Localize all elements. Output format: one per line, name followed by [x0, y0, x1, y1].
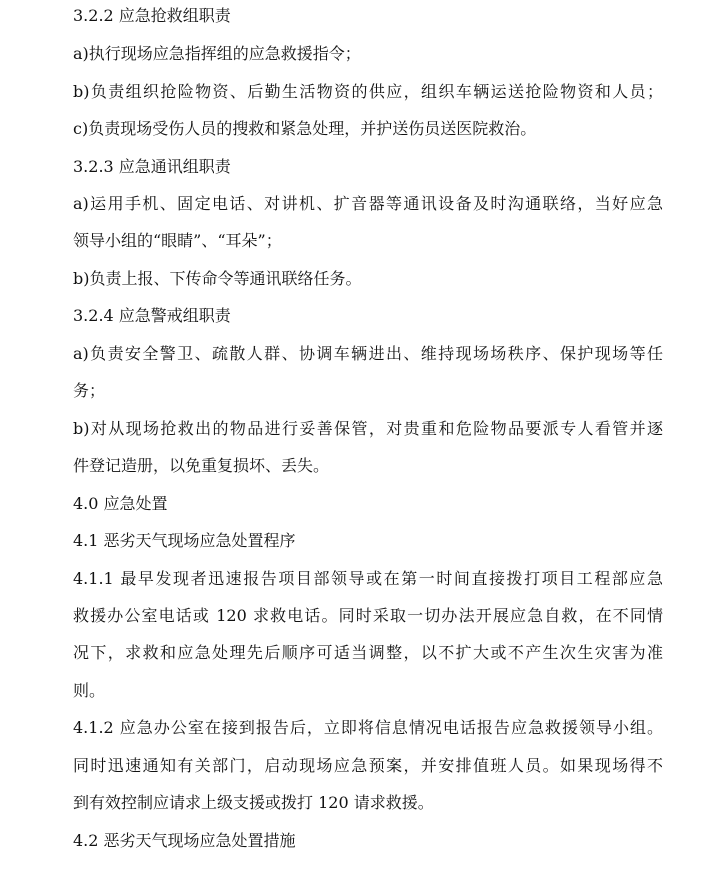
heading-3-2-2: 3.2.2 应急抢救组职责	[73, 6, 231, 25]
text-line: 领导小组的“眼睛”、“耳朵”；	[73, 231, 282, 250]
text-line: a)运用手机、固定电话、对讲机、扩音器等通讯设备及时沟通联络，当好应急	[73, 194, 663, 213]
text-line: 4.1.1 最早发现者迅速报告项目部领导或在第一时间直接拨打项目工程部应急	[73, 569, 663, 588]
text-line: 救援办公室电话或 120 求救电话。同时采取一切办法开展应急自救，在不同情	[73, 606, 663, 625]
text-line: c)负责现场受伤人员的搜救和紧急处理，并护送伤员送医院救治。	[73, 119, 537, 138]
text-line: 件登记造册，以免重复损坏、丢失。	[73, 456, 330, 475]
text-line: 况下，求救和应急处理先后顺序可适当调整，以不扩大或不产生次生灾害为准	[73, 643, 663, 662]
text-line: 则。	[73, 681, 106, 700]
heading-3-2-4: 3.2.4 应急警戒组职责	[73, 306, 231, 325]
text-line: b)对从现场抢救出的物品进行妥善保管，对贵重和危险物品要派专人看管并逐	[73, 419, 663, 438]
text-line: 同时迅速通知有关部门，启动现场应急预案，并安排值班人员。如果现场得不	[73, 756, 663, 775]
heading-4-0: 4.0 应急处置	[73, 494, 168, 513]
text-line: b)负责组织抢险物资、后勤生活物资的供应，组织车辆运送抢险物资和人员；	[73, 82, 663, 101]
heading-3-2-3: 3.2.3 应急通讯组职责	[73, 157, 231, 176]
heading-4-1: 4.1 恶劣天气现场应急处置程序	[73, 531, 296, 550]
text-line: 到有效控制应请求上级支援或拨打 120 请求救援。	[73, 793, 434, 812]
text-line: 务；	[73, 381, 106, 400]
text-line: b)负责上报、下传命令等通讯联络任务。	[73, 269, 362, 288]
text-line: a)执行现场应急指挥组的应急救援指令；	[73, 44, 361, 63]
text-line: 4.1.2 应急办公室在接到报告后，立即将信息情况电话报告应急救援领导小组。	[73, 718, 663, 737]
text-line: a)负责安全警卫、疏散人群、协调车辆进出、维持现场场秩序、保护现场等任	[73, 344, 663, 363]
heading-4-2: 4.2 恶劣天气现场应急处置措施	[73, 831, 296, 850]
